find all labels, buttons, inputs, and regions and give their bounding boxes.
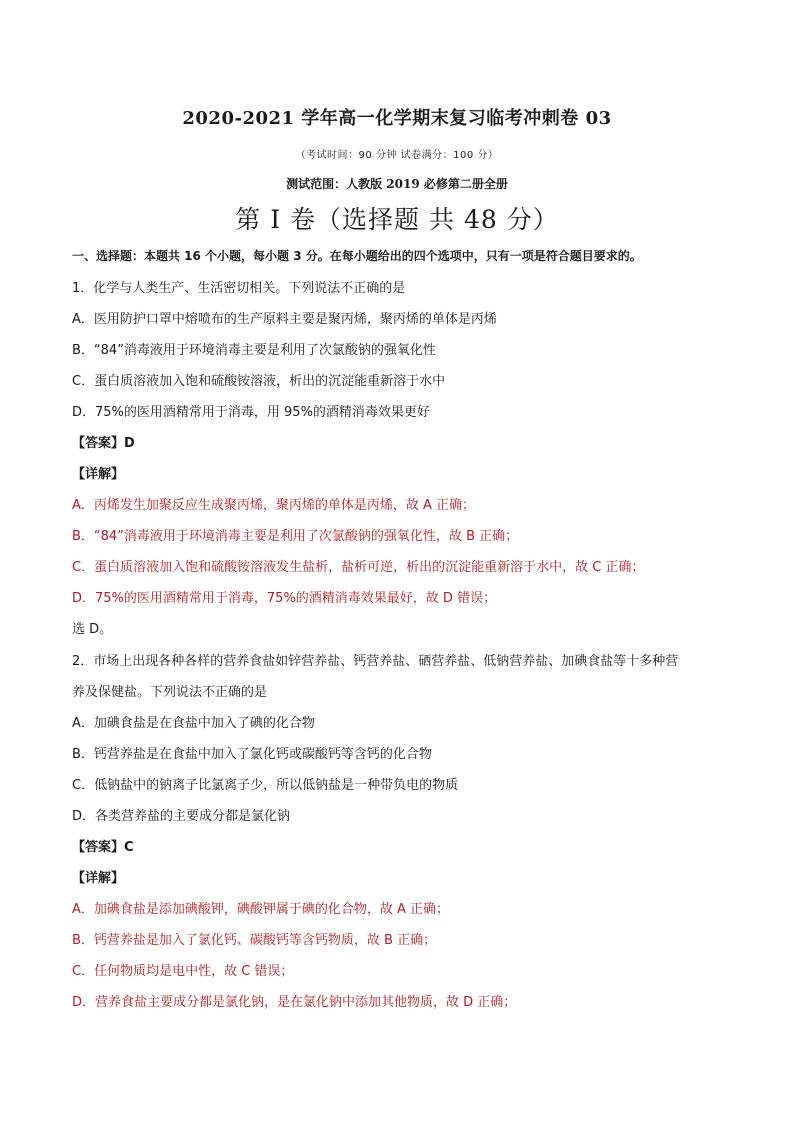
question-2-option-b: B．钙营养盐是在食盐中加入了氯化钙或碳酸钙等含钙的化合物: [72, 747, 432, 762]
question-1-option-b: B．“84”消毒液用于环境消毒主要是利用了次氯酸钠的强氧化性: [72, 343, 436, 358]
question-2-answer: 【答案】C: [72, 840, 134, 855]
question-1-explanation-c: C．蛋白质溶液加入饱和硫酸铵溶液发生盐析，盐析可逆，析出的沉淀能重新溶于水中，故 C 正确；: [72, 560, 645, 575]
question-2-option-d: D．各类营养盐的主要成分都是氯化钠: [72, 809, 291, 824]
question-2-stem-line-2: 养及保健盐。下列说法不正确的是: [72, 685, 268, 700]
question-2-explanation-b: B．钙营养盐是加入了氯化钙、碳酸钙等含钙物质，故 B 正确；: [72, 933, 437, 948]
question-1-detail-label: 【详解】: [72, 467, 125, 482]
question-1-conclusion: 选 D。: [72, 622, 113, 637]
question-1-explanation-a: A．丙烯发生加聚反应生成聚丙烯，聚丙烯的单体是丙烯，故 A 正确；: [72, 498, 476, 513]
question-1-answer: 【答案】D: [72, 436, 135, 451]
section-instructions: 一、选择题：本题共 16 个小题，每小题 3 分。在每小题给出的四个选项中，只有一项是符合题目要求的。: [72, 249, 642, 263]
question-1-explanation-d: D．75%的医用酒精常用于消毒，75%的酒精消毒效果最好，故 D 错误；: [72, 591, 497, 606]
question-2-stem-line-1: 2．市场上出现各种各样的营养食盐如锌营养盐、钙营养盐、硒营养盐、低钠营养盐、加碘食盐等十多种营: [72, 654, 679, 669]
question-2-detail-label: 【详解】: [72, 871, 125, 886]
exam-time-and-score: （考试时间：90 分钟 试卷满分：100 分）: [295, 150, 499, 161]
question-2-explanation-a: A．加碘食盐是添加碘酸钾，碘酸钾属于碘的化合物，故 A 正确；: [72, 902, 450, 917]
question-2-explanation-c: C．任何物质均是电中性，故 C 错误；: [72, 964, 294, 979]
question-1-option-d: D．75%的医用酒精常用于消毒，用 95%的酒精消毒效果更好: [72, 405, 430, 420]
question-1-option-c: C．蛋白质溶液加入饱和硫酸铵溶液，析出的沉淀能重新溶于水中: [72, 374, 446, 389]
section-heading: 第 I 卷（选择题 共 48 分）: [235, 205, 559, 234]
question-1-stem: 1．化学与人类生产、生活密切相关。下列说法不正确的是: [72, 281, 406, 296]
question-2-option-c: C．低钠盐中的钠离子比氯离子少，所以低钠盐是一种带负电的物质: [72, 778, 459, 793]
question-2-explanation-d: D．营养食盐主要成分都是氯化钠，是在氯化钠中添加其他物质，故 D 正确；: [72, 995, 517, 1010]
test-scope: 测试范围：人教版 2019 必修第二册全册: [286, 177, 508, 191]
question-2-option-a: A．加碘食盐是在食盐中加入了碘的化合物: [72, 716, 315, 731]
question-1-explanation-b: B．“84”消毒液用于环境消毒主要是利用了次氯酸钠的强氧化性，故 B 正确；: [72, 529, 519, 544]
exam-title: 2020-2021 学年高一化学期末复习临考冲刺卷 03: [182, 108, 612, 129]
question-1-option-a: A．医用防护口罩中熔喷布的生产原料主要是聚丙烯，聚丙烯的单体是丙烯: [72, 312, 497, 327]
